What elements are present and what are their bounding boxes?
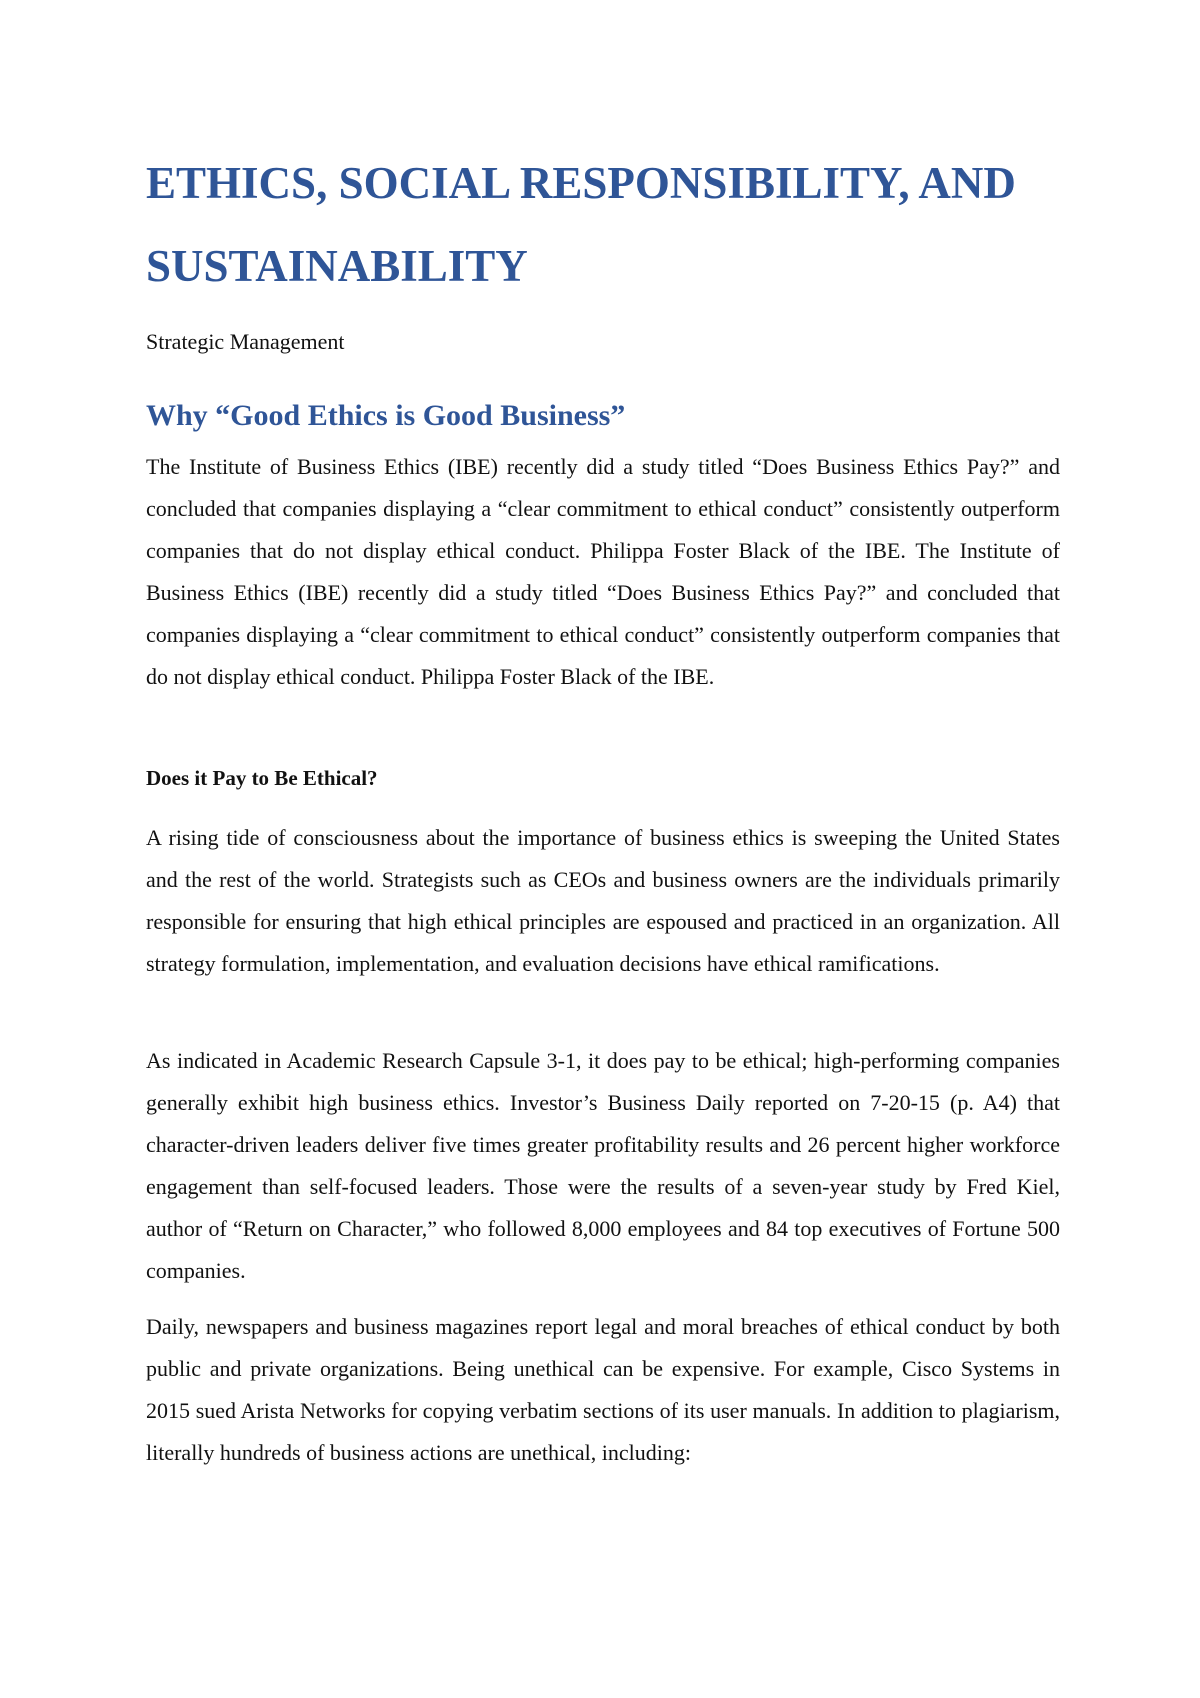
paragraph-ibe-study: The Institute of Business Ethics (IBE) recently did a study titled “Does Business Ethics Pay?” and concluded that companies displaying a “clear commitment to ethical conduct” consistently outperform companies that do not display ethical conduct. Philippa Foster Black of the IBE. The Institute of Business Ethics (IBE) recently did a study titled “Does Business Ethics Pay?” and concluded that companies displaying a “clear commitment to ethical conduct” consistently outperform companies that do not display ethical conduct. Philippa Foster Black of the IBE. [146, 454, 1060, 689]
paragraph-research-capsule: As indicated in Academic Research Capsule 3-1, it does pay to be ethical; high-performing companies generally exhibit high business ethics. Investor’s Business Daily reported on 7-20-15 (p. A4) that character-driven leaders deliver five times greater profitability results and 26 percent higher workforce engagement than self-focused leaders. Those were the results of a seven-year study by Fred Kiel, author of “Return on Character,” who followed 8,000 employees and 84 top executives of Fortune 500 companies. [146, 1048, 1060, 1283]
document-subtitle: Strategic Management [146, 329, 345, 354]
paragraph-daily-newspapers: Daily, newspapers and business magazines report legal and moral breaches of ethical conduct by both public and private organizations. Being unethical can be expensive. For example, Cisco Systems in 2015 sued Arista Networks for copying verbatim sections of its user manuals. In addition to plagiarism, literally hundreds of business actions are unethical, including: [146, 1314, 1060, 1465]
sub-heading: Does it Pay to Be Ethical? [146, 766, 378, 790]
document-title: ETHICS, SOCIAL RESPONSIBILITY, AND SUSTAINABILITY [146, 158, 1016, 291]
paragraph-rising-tide: A rising tide of consciousness about the importance of business ethics is sweeping the United States and the rest of the world. Strategists such as CEOs and business owners are the individuals primarily responsible for ensuring that high ethical principles are espoused and practiced in an organization. All strategy formulation, implementation, and evaluation decisions have ethical ramifications. [146, 825, 1060, 976]
section-heading: Why “Good Ethics is Good Business” [146, 399, 626, 432]
